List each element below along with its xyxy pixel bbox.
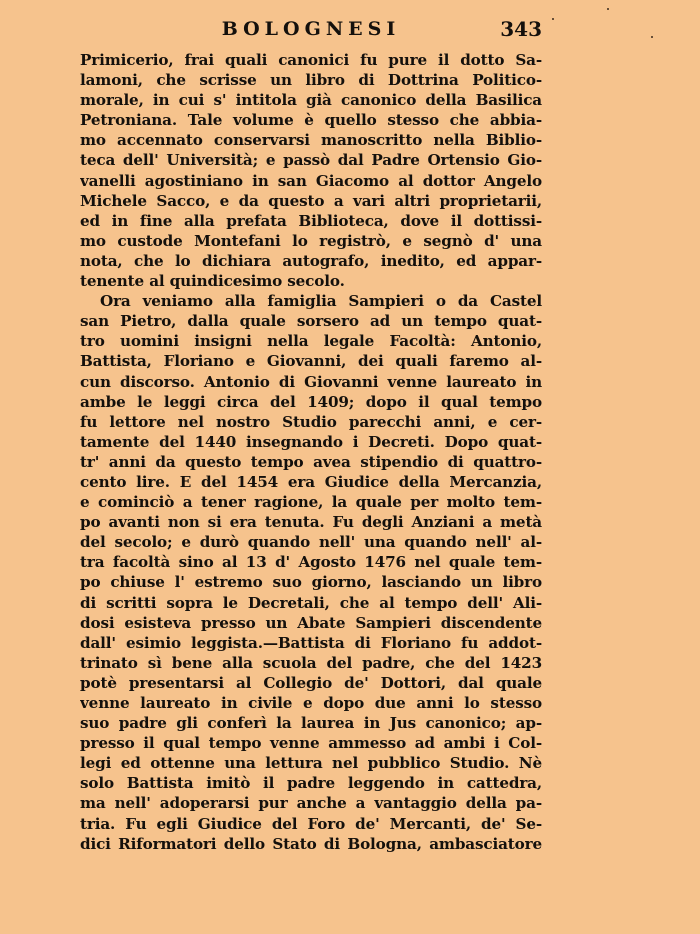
text-line: di scritti sopra le Decretali, che al tempo dell' Ali-: [80, 593, 542, 612]
text-line: Michele Sacco, e da questo a vari altri proprietarii,: [80, 191, 542, 210]
text-line: tra facoltà sino al 13 d' Agosto 1476 nel quale tem-: [80, 553, 542, 572]
paper-speck: [651, 36, 653, 38]
text-line: fu lettore nel nostro Studio parecchi anni, e cer-: [80, 412, 542, 431]
text-line: san Pietro, dalla quale sorsero ad un tempo quat-: [80, 312, 542, 331]
text-line: Ora veniamo alla famiglia Sampieri o da Castel: [100, 292, 542, 311]
text-line: tro uomini insigni nella legale Facoltà: Antonio,: [80, 332, 542, 351]
text-line: del secolo; e durò quando nell' una quando nell' al-: [80, 533, 542, 552]
text-line: trinato sì bene alla scuola del padre, che del 1423: [80, 653, 542, 672]
text-line: cun discorso. Antonio di Giovanni venne laureato in: [80, 372, 542, 391]
text-line: dici Riformatori dello Stato di Bologna, ambasciatore: [80, 834, 542, 853]
text-line: presso il qual tempo venne ammesso ad ambi i Col-: [80, 734, 542, 753]
text-line: nota, che lo dichiara autografo, inedito, ed appar-: [80, 251, 542, 270]
text-line: e cominciò a tener ragione, la quale per molto tem-: [80, 493, 542, 512]
text-line: tamente del 1440 insegnando i Decreti. Dopo quat-: [80, 432, 542, 451]
text-line: ma nell' adoperarsi pur anche a vantaggio della pa-: [80, 794, 542, 813]
text-line: tenente al quindicesimo secolo.: [80, 272, 345, 291]
text-line: mo custode Montefani lo registrò, e segnò d' una: [80, 231, 542, 250]
page-number: 343: [500, 17, 542, 41]
text-line: mo accennato conservarsi manoscritto nella Biblio-: [80, 131, 542, 150]
text-line: po avanti non si era tenuta. Fu degli Anziani a metà: [80, 513, 542, 532]
page-header: [80, 14, 542, 44]
body-text: [80, 50, 542, 854]
text-line: legi ed ottenne una lettura nel pubblico Studio. Nè: [80, 754, 542, 773]
text-line: Primicerio, frai quali canonici fu pure il dotto Sa-: [80, 51, 542, 69]
text-line: venne laureato in civile e dopo due anni lo stesso: [80, 694, 542, 712]
paper-speck: [552, 18, 554, 20]
text-line: teca dell' Università; e passò dal Padre Ortensio Gio-: [80, 151, 542, 170]
text-line: po chiuse l' estremo suo giorno, lasciando un libro: [80, 573, 542, 592]
text-line: Battista, Floriano e Giovanni, dei quali faremo al-: [80, 352, 542, 371]
text-line: dosi esisteva presso un Abate Sampieri discendente: [80, 613, 542, 632]
text-line: suo padre gli conferì la laurea in Jus canonico; ap-: [80, 714, 542, 733]
text-line: potè presentarsi al Collegio de' Dottori, dal quale: [80, 673, 542, 692]
text-line: cento lire. E del 1454 era Giudice della Mercanzia,: [80, 472, 542, 491]
text-line: ambe le leggi circa del 1409; dopo il qual tempo: [80, 392, 542, 411]
paper-speck: [607, 8, 609, 10]
text-line: vanelli agostiniano in san Giacomo al dottor Angelo: [80, 171, 542, 190]
text-line: lamoni, che scrisse un libro di Dottrina Politico-: [80, 71, 542, 90]
text-line: ed in fine alla prefata Biblioteca, dove il dottissi-: [80, 211, 542, 230]
text-line: morale, in cui s' intitola già canonico della Basilica: [80, 91, 542, 110]
running-head: BOLOGNESI: [221, 18, 401, 40]
text-line: solo Battista imitò il padre leggendo in cattedra,: [80, 774, 542, 793]
text-line: Petroniana. Tale volume è quello stesso che abbia-: [80, 111, 542, 130]
text-line: tr' anni da questo tempo avea stipendio di quattro-: [80, 452, 542, 471]
text-line: tria. Fu egli Giudice del Foro de' Mercanti, de' Se-: [80, 814, 542, 833]
text-line: dall' esimio leggista.—Battista di Floriano fu addot-: [80, 633, 542, 652]
